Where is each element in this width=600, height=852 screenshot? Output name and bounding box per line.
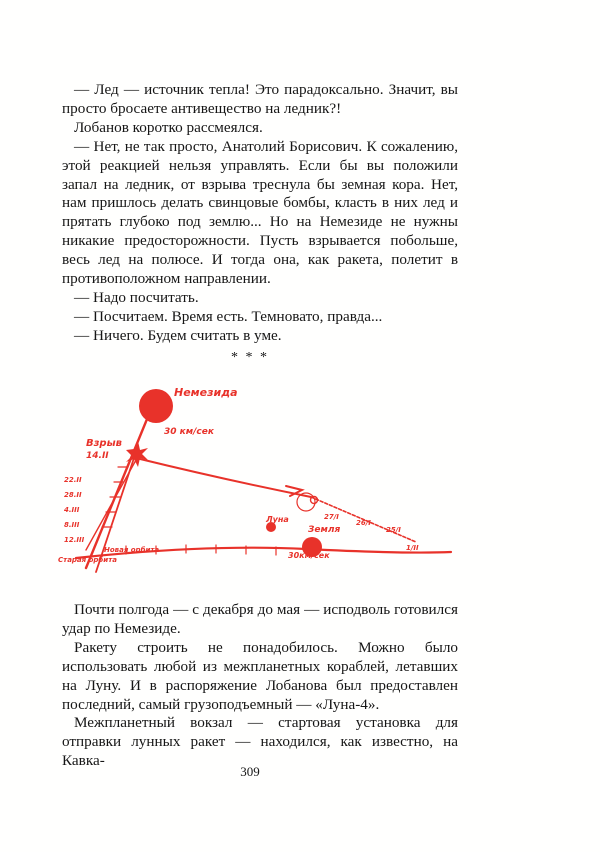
- label-date-left: 28.II: [64, 491, 82, 499]
- label-speed-earth: 30км/сек: [288, 551, 330, 560]
- label-explosion-date: 14.II: [86, 451, 109, 461]
- paragraph: — Нет, не так просто, Анатолий Борисович. К сожалению, этой реакцией нельзя управлять. Если бы вы положили запал на ледник, от взрыва треснула бы земная кора. Нет, нам пришлось делать свинцовые бомбы, класть в них лед и прятать глубоко под землю... Но на Немезиде не нужны никакие предосторожности. Пусть взрывается побольше, весь лед на полюсе. И тогда она, как ракета, полетит в противоположном направлении.: [62, 137, 458, 288]
- section-separator: * * *: [231, 350, 269, 365]
- label-date-left: 22.II: [64, 476, 82, 484]
- label-speed-top: 30 км/сек: [164, 427, 214, 437]
- label-date-left: 8.III: [64, 521, 80, 529]
- paragraph: — Лед — источник тепла! Это парадоксально. Значит, вы просто бросаете антивещество на ледник?!: [62, 81, 458, 117]
- paragraph: Почти полгода — с декабря до мая — исподволь готовился удар по Немезиде.: [62, 601, 458, 637]
- label-earth: Земля: [308, 525, 341, 535]
- label-nemesis: Немезида: [174, 386, 238, 399]
- paragraph: — Посчитаем. Время есть. Темновато, правда...: [74, 307, 383, 325]
- paragraph: — Ничего. Будем считать в уме.: [74, 326, 282, 344]
- label-date-left: 4.III: [64, 506, 80, 514]
- label-old-orbit: Старая орбита: [58, 556, 117, 564]
- label-new-orbit: Новая орбита: [104, 546, 160, 554]
- label-date-top-2: 26/I: [356, 519, 371, 527]
- bottom-text-block: [62, 601, 458, 771]
- paragraph: Ракету строить не понадобилось. Можно было использовать любой из межпланетных кораблей, летавших на Луну. И в распоряжение Лобанова был предоставлен последний, самый грузоподъемный — «Луна-4».: [62, 638, 458, 713]
- nemesis-planet: [139, 389, 173, 423]
- paragraph: — Надо посчитать.: [74, 288, 199, 306]
- orbit-sketch: [56, 372, 466, 594]
- label-date-end: 1/II: [406, 544, 419, 552]
- paragraph: Межпланетный вокзал — стартовая установка для отправки лунных ракет — находился, как известно, на Кавка-: [62, 714, 458, 770]
- trajectory-line: [136, 458, 311, 497]
- top-text-block: [62, 81, 458, 346]
- nemesis-fall-line: [86, 402, 154, 568]
- diagonal-line-2: [86, 460, 136, 550]
- label-date-left: 12.III: [64, 536, 85, 544]
- label-moon: Луна: [266, 515, 289, 524]
- label-date-top-3: 25/I: [386, 526, 401, 534]
- paragraph: Лобанов коротко рассмеялся.: [74, 118, 263, 136]
- page-number: 309: [240, 764, 260, 779]
- label-explosion: Взрыв: [86, 438, 122, 449]
- label-date-top-1: 27/I: [324, 513, 339, 521]
